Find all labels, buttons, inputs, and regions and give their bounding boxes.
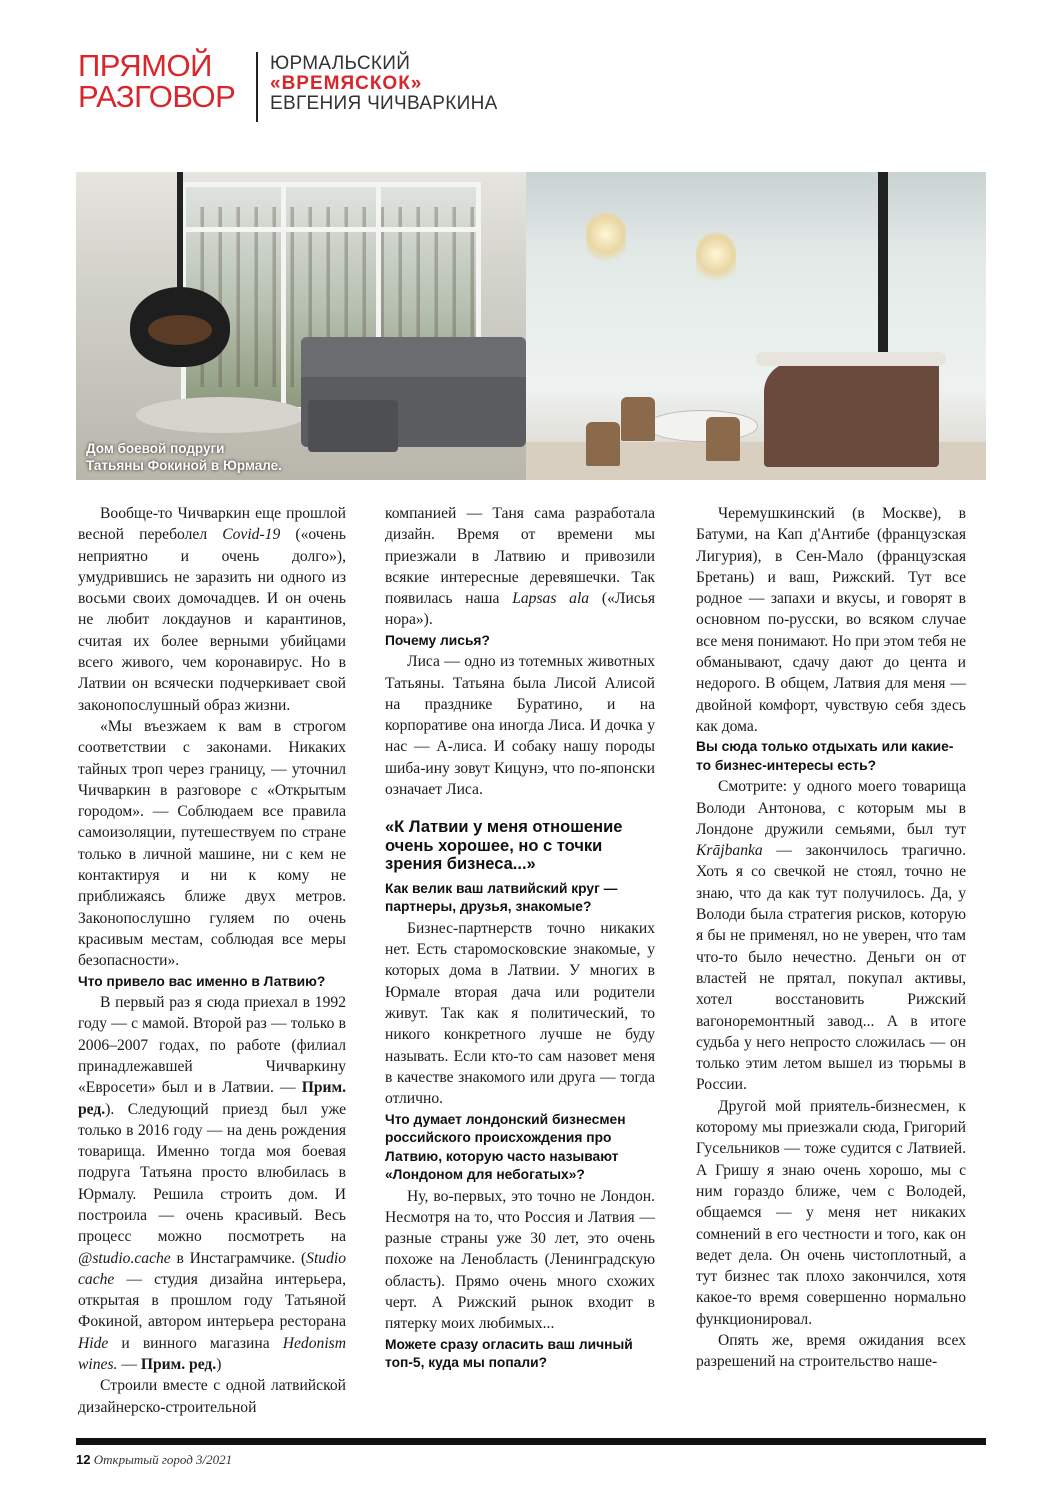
fireplace-pipe xyxy=(177,172,183,292)
ottoman xyxy=(308,400,398,452)
paragraph xyxy=(78,503,346,716)
text-run: и винного магазина xyxy=(108,1334,283,1352)
photo-caption xyxy=(86,440,282,474)
text-run: — xyxy=(117,1356,141,1374)
interior-photo xyxy=(76,172,986,480)
paragraph: Бизнес-партнерств точно никаких нет. Есть старомосковские знакомые, у которых дома в Латвии. У многих в Юрмале вторая дача или родители живут. Так как я политический, то никого конкретного лучше не буду называть. Если кто-то сам назовет меня в качестве знакомого или друга — тогда отлично. xyxy=(385,919,655,1108)
marble-table xyxy=(646,410,758,442)
title-line-1: ЮРМАЛЬСКИЙ xyxy=(270,53,411,74)
paragraph xyxy=(385,503,655,631)
black-column xyxy=(878,172,888,372)
interview-question: Как велик ваш латвийский круг — партнеры, друзья, знакомые? xyxy=(385,880,618,915)
italic-term: Krājbanka xyxy=(696,842,763,860)
editor-note: Прим. ред. xyxy=(140,1356,217,1374)
footer-rule xyxy=(76,1438,986,1445)
hanging-fireplace xyxy=(130,287,230,397)
italic-term: Studio cache xyxy=(78,1249,346,1288)
paragraph: Ну, во-первых, это точно не Лондон. Несмотря на то, что Россия и Латвия — разные страны уже 30 лет, это очень похоже на Ленобласть (Ленинградскую область). Прямо очень много схожих черт. А Рижский рынок входит в пятерку моих любимых... xyxy=(385,1187,655,1333)
text-run: («Лисья нора»). xyxy=(385,590,655,629)
paragraph: Опять же, время ожидания всех разрешений на строительство наше- xyxy=(696,1331,966,1371)
photo-living-room xyxy=(76,172,526,480)
article-title xyxy=(270,54,498,114)
pull-quote: «К Латвии у меня отношение очень хорошее, но с точки зрения бизнеса...» xyxy=(385,818,623,874)
header-divider xyxy=(256,52,258,122)
title-line-3: ЕВГЕНИЯ ЧИЧВАРКИНА xyxy=(270,93,498,114)
italic-term: Hide xyxy=(78,1334,109,1352)
paragraph: Строили вместе с одной латвийской дизайнерско-строительной xyxy=(78,1377,346,1416)
paragraph: Другой мой приятель-бизнесмен, к которому мы приезжали сюда, Григорий Гусельников — тоже судится с Латвией. А Гришу я знаю очень хорошо, мы с ним гораздо ближе, чем с Володей, общаемся — у меня нет никаких сомнений в его честности и того, как он ведет дела. Он очень чистоплотный, а тут бизнес так плохо закончился, хотя какое-то время совершенно нормально функционировал. xyxy=(696,1097,966,1328)
editor-note: Прим. ред. xyxy=(78,1079,346,1118)
page-number: 12 xyxy=(76,1452,91,1467)
chandelier xyxy=(586,212,626,268)
wooden-chair xyxy=(706,417,740,461)
caption-line-1: Дом боевой подруги xyxy=(86,441,225,456)
bar-counter xyxy=(764,362,939,467)
text-run: в Инстаграмчике. ( xyxy=(170,1249,307,1267)
magazine-issue: Открытый город 3/2021 xyxy=(93,1452,233,1467)
interview-question: Можете сразу огласить ваш личный топ-5, куда мы попали? xyxy=(385,1336,633,1371)
chandelier xyxy=(696,232,736,288)
text-run: — закончилось трагично. Хоть я со свечкой не стоял, точно не знаю, что да как тут получилось. Да, у Володи была стратегия рисков, которую я бы не применял, но не уверен, что там что-то было нечестно. Деньги он от властей не прятал, покупал активы, хотел восстановить Рижский вагоноремонтный завод... А в итоге судьба у него непросто сложилась — он только этим летом вышел из тюрьмы в России. xyxy=(696,842,966,1094)
text-run: ) xyxy=(216,1356,222,1374)
paragraph: Лиса — одно из тотемных животных Татьяны. Татьяна была Лисой Алисой на празднике Буратино, и на корпоративе она иногда Лиса. И дочка у нас — А-лиса. И собаку нашу породы шиба-ину зовут Кицунэ, что по-японски означает Лиса. xyxy=(385,653,655,799)
window-transom xyxy=(186,227,476,232)
wooden-chair xyxy=(586,422,620,466)
title-accent: «ВРЕМЯСКОК» xyxy=(270,73,423,94)
text-run: — студия дизайна интерьера, открытая в прошлом году Татьяной Фокиной, автором интерьера ресторана xyxy=(78,1270,346,1331)
text-run: Вообще-то Чичваркин еще прошлой весной переболел xyxy=(78,505,346,544)
rubric-title xyxy=(78,50,235,112)
photo-cafe xyxy=(526,172,986,480)
sofa-back xyxy=(301,337,526,377)
fireplace-bowl xyxy=(130,287,230,367)
text-column-2 xyxy=(385,503,655,1374)
paragraph: «Мы въезжаем к вам в строгом соответствии с законами. Никаких тайных троп через границу, — уточнил Чичваркин в разговоре с «Открытым городом». — Соблюдаем все правила самоизоляции, путешествуем по стране только в личной машине, ни с кем не контактируя и ни к кому не приближаясь ближе двух метров. Законопослушно гуляем по очень красивым местам, соблюдая все меры безопасности». xyxy=(78,717,346,970)
text-run: В первый раз я сюда приехал в 1992 году — с мамой. Второй раз — только в 2006–2007 годах, по работе (филиал принадлежавшей Чичваркину «Евросети» был и в Латвии. — xyxy=(78,994,346,1097)
wooden-chair xyxy=(621,397,655,441)
window-mullion xyxy=(281,187,286,407)
text-column-1 xyxy=(78,503,346,1418)
text-column-3 xyxy=(696,503,966,1373)
rubric-line-1: ПРЯМОЙ xyxy=(78,48,212,83)
fireplace-fire xyxy=(148,315,212,345)
rubric-line-2: РАЗГОВОР xyxy=(78,79,236,114)
paragraph xyxy=(78,992,346,1375)
paragraph xyxy=(696,776,966,1095)
bar-counter-top xyxy=(756,352,946,366)
italic-term: @studio.cache xyxy=(78,1249,171,1267)
italic-term: Covid-19 xyxy=(222,526,281,544)
italic-term: Hedonism wines. xyxy=(78,1334,346,1374)
caption-line-2: Татьяны Фокиной в Юрмале. xyxy=(86,458,282,473)
interview-question: Что привело вас именно в Латвию? xyxy=(78,973,326,989)
text-run: («очень неприятно и очень долго»), умудрившись не заразить ни одного из восьми своих домочадцев. И он очень не любит локдаунов и карантинов, считая их более верными убийцами всего живого, чем коронавирус. Но в Латвии он всячески подчеркивает свой законопослушный образ жизни. xyxy=(78,526,346,714)
italic-term: Lapsas ala xyxy=(512,590,590,608)
interview-question: Вы сюда только отдыхать или какие-то бизнес-интересы есть? xyxy=(696,739,954,773)
text-run: ). Следующий приезд был уже только в 2016 году — на день рождения товарища. Именно тогда моя боевая подруга Татьяна просто влюбилась в Юрмалу. Решила строить дом. И построила — очень красивый. Весь процесс можно посмотреть на xyxy=(78,1100,346,1246)
round-rug xyxy=(136,397,306,433)
interview-question: Что думает лондонский бизнесмен российского происхождения про Латвию, которую часто называют «Лондоном для небогатых»? xyxy=(385,1111,626,1183)
text-run: компанией — Таня сама разработала дизайн. Время от времени мы приезжали в Латвию и привозили всякие интересные деревяшечки. Так появилась наша xyxy=(385,505,655,608)
text-run: Смотрите: у одного моего товарища Володи Антонова, с которым мы в Лондоне дружили семьями, был тут xyxy=(696,778,966,838)
paragraph: Черемушкинский (в Москве), в Батуми, на Кап д'Антибе (французская Лигурия), в Сен-Мало (французская Бретань) и ваш, Рижский. Тут все родное — запахи и вкусы, и говорят в основном по-русски, во всяком случае все меня понимают. Но при этом тебя не обманывают, сдачу дают до цента и недорого. В общем, Латвия для меня — двойной комфорт, чувствую себя здесь как дома. xyxy=(696,505,966,735)
page-footer xyxy=(76,1452,232,1468)
interview-question: Почему лисья? xyxy=(385,632,490,648)
